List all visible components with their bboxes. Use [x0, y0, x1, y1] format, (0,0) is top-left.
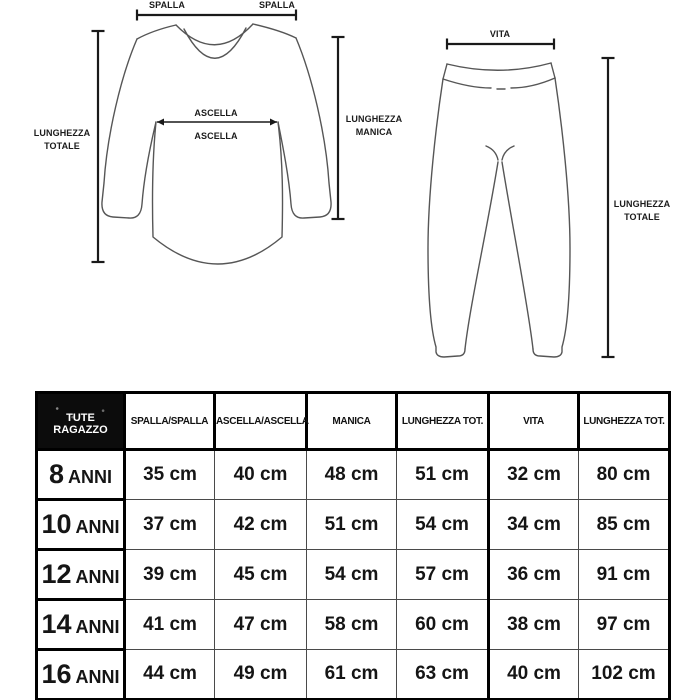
cell-ascella: 42 cm [215, 500, 307, 550]
cell-ascella: 45 cm [215, 550, 307, 600]
shoulder-right-outline [253, 24, 296, 38]
waistband-bottom-left [443, 79, 491, 88]
cell-ascella: 49 cm [215, 650, 307, 700]
cell-lunghezza-tot-pants: 85 cm [579, 500, 670, 550]
size-word: ANNI [75, 567, 120, 587]
sleeve-right-outline [278, 38, 331, 218]
cell-lunghezza-tot-pants: 102 cm [579, 650, 670, 700]
cell-manica: 54 cm [307, 550, 397, 600]
size-word: ANNI [68, 467, 113, 487]
cell-manica: 48 cm [307, 450, 397, 500]
shoulder-label-left: SPALLA [149, 0, 185, 10]
cell-spalla: 44 cm [125, 650, 215, 700]
cell-lunghezza-tot-shirt: 51 cm [397, 450, 489, 500]
chest-arrowhead-right [270, 119, 277, 126]
waistband-right-edge [551, 63, 555, 78]
table-row-16-anni [37, 650, 670, 700]
cell-lunghezza-tot-pants: 80 cm [579, 450, 670, 500]
table-corner-cell: TUTE RAGAZZO [37, 393, 125, 450]
size-label-cell [37, 600, 125, 650]
size-label-cell [37, 500, 125, 550]
column-header-ascella: ASCELLA/ASCELLA [215, 393, 307, 450]
cell-lunghezza-tot-shirt: 57 cm [397, 550, 489, 600]
cell-manica: 51 cm [307, 500, 397, 550]
shirt-shoulder-measure [137, 0, 296, 21]
cell-lunghezza-tot-shirt: 54 cm [397, 500, 489, 550]
size-number: 8 [48, 459, 65, 489]
waist-measure [447, 29, 554, 50]
inseam-right-outline [502, 162, 533, 349]
size-label-cell [37, 450, 125, 500]
cell-lunghezza-tot-pants: 97 cm [579, 600, 670, 650]
body-outline [152, 122, 282, 264]
inseam-left-outline [465, 162, 498, 349]
cell-ascella: 40 cm [215, 450, 307, 500]
size-word: ANNI [75, 617, 120, 637]
size-label-cell [37, 650, 125, 700]
cell-vita: 34 cm [489, 500, 579, 550]
size-number: 16 [41, 659, 72, 689]
cell-spalla: 37 cm [125, 500, 215, 550]
shirt-chest-measure [157, 108, 277, 141]
shoulder-left-outline [137, 25, 176, 39]
cell-spalla: 41 cm [125, 600, 215, 650]
shirt-length-measure [34, 31, 105, 262]
table-row-14-anni [37, 600, 670, 650]
column-header-spalla: SPALLA/SPALLA [125, 393, 215, 450]
cell-spalla: 35 cm [125, 450, 215, 500]
shirt-length-label-line1: LUNGHEZZA [33, 128, 91, 138]
column-header-lunghezza-tot-shirt: LUNGHEZZA TOT. [397, 393, 489, 450]
cell-vita: 38 cm [489, 600, 579, 650]
pants-length-measure [602, 58, 671, 357]
sweatshirt-drawing [102, 24, 331, 264]
crotch-right-outline [502, 146, 514, 160]
cell-spalla: 39 cm [125, 550, 215, 600]
pants-length-label-line2: TOTALE [624, 212, 660, 222]
table-header-row [37, 393, 670, 450]
leg-left-outline [428, 79, 465, 357]
neck-rib-outline [184, 28, 246, 58]
chest-label-bottom: ASCELLA [194, 131, 238, 141]
pants-drawing [428, 63, 570, 357]
table-row-10-anni [37, 500, 670, 550]
size-word: ANNI [75, 517, 120, 537]
cell-vita: 40 cm [489, 650, 579, 700]
chest-arrowhead-left [157, 119, 164, 126]
chest-label-top: ASCELLA [194, 108, 238, 118]
column-header-vita: VITA [489, 393, 579, 450]
waistband-top-outline [447, 63, 551, 70]
sleeve-length-measure [332, 37, 403, 219]
leg-right-outline [533, 78, 570, 357]
crotch-left-outline [486, 146, 498, 160]
cell-manica: 58 cm [307, 600, 397, 650]
table-row-12-anni [37, 550, 670, 600]
sleeve-left-outline [102, 39, 156, 218]
table-row-8-anni [37, 450, 670, 500]
pants-length-label-line1: LUNGHEZZA [613, 199, 671, 209]
column-header-manica: MANICA [307, 393, 397, 450]
shoulder-label-right: SPALLA [259, 0, 295, 10]
cell-vita: 32 cm [489, 450, 579, 500]
cell-vita: 36 cm [489, 550, 579, 600]
waistband-bottom-right [511, 78, 555, 88]
size-number: 10 [41, 509, 72, 539]
cell-lunghezza-tot-shirt: 63 cm [397, 650, 489, 700]
waistband-left-edge [443, 64, 447, 79]
size-number: 12 [41, 559, 72, 589]
waist-label: VITA [489, 29, 511, 39]
shirt-length-label-line2: TOTALE [44, 141, 80, 151]
cell-lunghezza-tot-pants: 91 cm [579, 550, 670, 600]
cell-lunghezza-tot-shirt: 60 cm [397, 600, 489, 650]
cell-manica: 61 cm [307, 650, 397, 700]
column-header-lunghezza-tot-pants: LUNGHEZZA TOT. [579, 393, 670, 450]
size-label-cell [37, 550, 125, 600]
sleeve-length-label-line1: LUNGHEZZA [345, 114, 403, 124]
size-word: ANNI [75, 667, 120, 687]
cell-ascella: 47 cm [215, 600, 307, 650]
sleeve-length-label-line2: MANICA [355, 127, 393, 137]
size-table [35, 391, 671, 700]
size-number: 14 [41, 609, 72, 639]
